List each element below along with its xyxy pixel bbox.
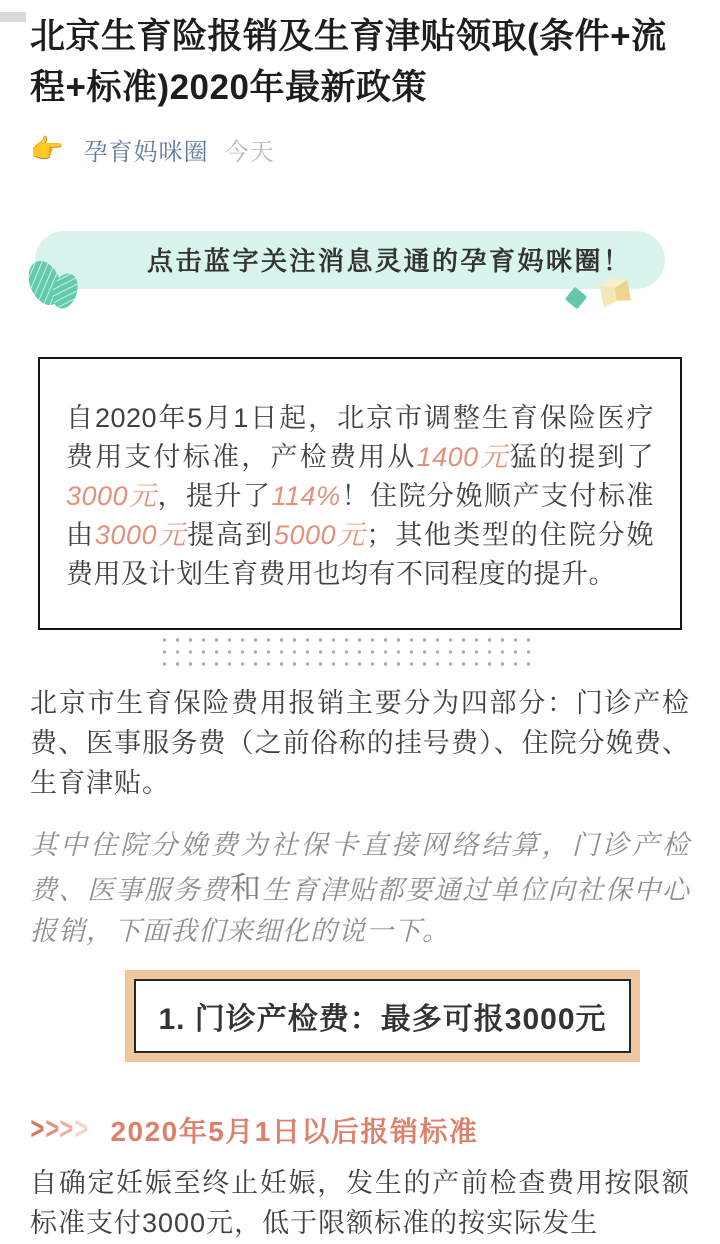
quote-segment: ！住院分娩顺产支付标准由 (66, 480, 655, 550)
quote-highlight: 5000元 (274, 519, 367, 550)
chevron-icon: > (30, 1111, 45, 1147)
chevron-icon: > (44, 1111, 59, 1147)
diamond-icon (559, 281, 593, 315)
quote-highlight: 3000元 (94, 519, 188, 550)
byline (30, 132, 690, 167)
article-title: 北京生育险报销及生育津贴领取(条件+流程+标准)2020年最新政策 (30, 17, 667, 107)
overview-paragraph: 北京市生育保险费用报销主要分为四部分：门诊产检费、医事服务费（之前俗称的挂号费）、住院分娩费、生育津贴。 (30, 688, 690, 799)
note-paragraph (30, 826, 690, 952)
banner-text: 点击蓝字关注消息灵通的孕育妈咪圈！ (147, 246, 632, 276)
quote-segment: 猛的提到了 (509, 441, 655, 472)
note-segment-upright: 和 (229, 871, 263, 907)
note-segment: 生育津贴都要通过单位向社保中心报销，下面我们来细化的说一下。 (30, 875, 691, 946)
quote-highlight: 114% (271, 480, 341, 511)
pointing-finger-icon: 👉 (30, 134, 64, 164)
scrollbar-artifact (0, 12, 26, 22)
article-page (0, 12, 720, 1238)
leaf-icon (23, 255, 83, 313)
policy-highlight-text (66, 399, 654, 595)
quote-highlight: 3000元 (66, 480, 158, 511)
publish-date: 今天 (224, 138, 275, 166)
dots-decoration (158, 634, 530, 670)
chevron-icon: > (59, 1111, 74, 1147)
quote-highlight: 1400元 (416, 441, 510, 472)
book-icon (593, 269, 637, 313)
quote-segment: ；其他类型的住院分娩费用及计划生育费用也均有不同程度的提升。 (66, 519, 654, 590)
subheading-text: 2020年5月1日以后报销标准 (110, 1115, 479, 1147)
section-1-heading-frame (125, 970, 640, 1062)
chevron-icon: > (74, 1111, 89, 1147)
follow-banner[interactable] (35, 231, 665, 289)
section-1-subheading (30, 1110, 690, 1150)
policy-highlight-box (38, 357, 682, 631)
quote-segment: 提高到 (187, 519, 274, 550)
note-segment: 其中住院分娩费为社保卡直接网络结算，门诊产检费、医事服务费 (30, 830, 690, 906)
quote-segment: 自2020年5月1日起，北京市调整生育保险医疗费用支付标准，产检费用从 (66, 402, 654, 472)
section-1-heading: 1. 门诊产检费：最多可报3000元 (134, 979, 631, 1053)
account-link[interactable]: 孕育妈咪圈 (83, 138, 209, 166)
quote-segment: ，提升了 (157, 480, 272, 511)
section-1-body: 自确定妊娠至终止妊娠，发生的产前检查费用按限额标准支付3000元，低于限额标准的按实际发生 (30, 1167, 690, 1238)
